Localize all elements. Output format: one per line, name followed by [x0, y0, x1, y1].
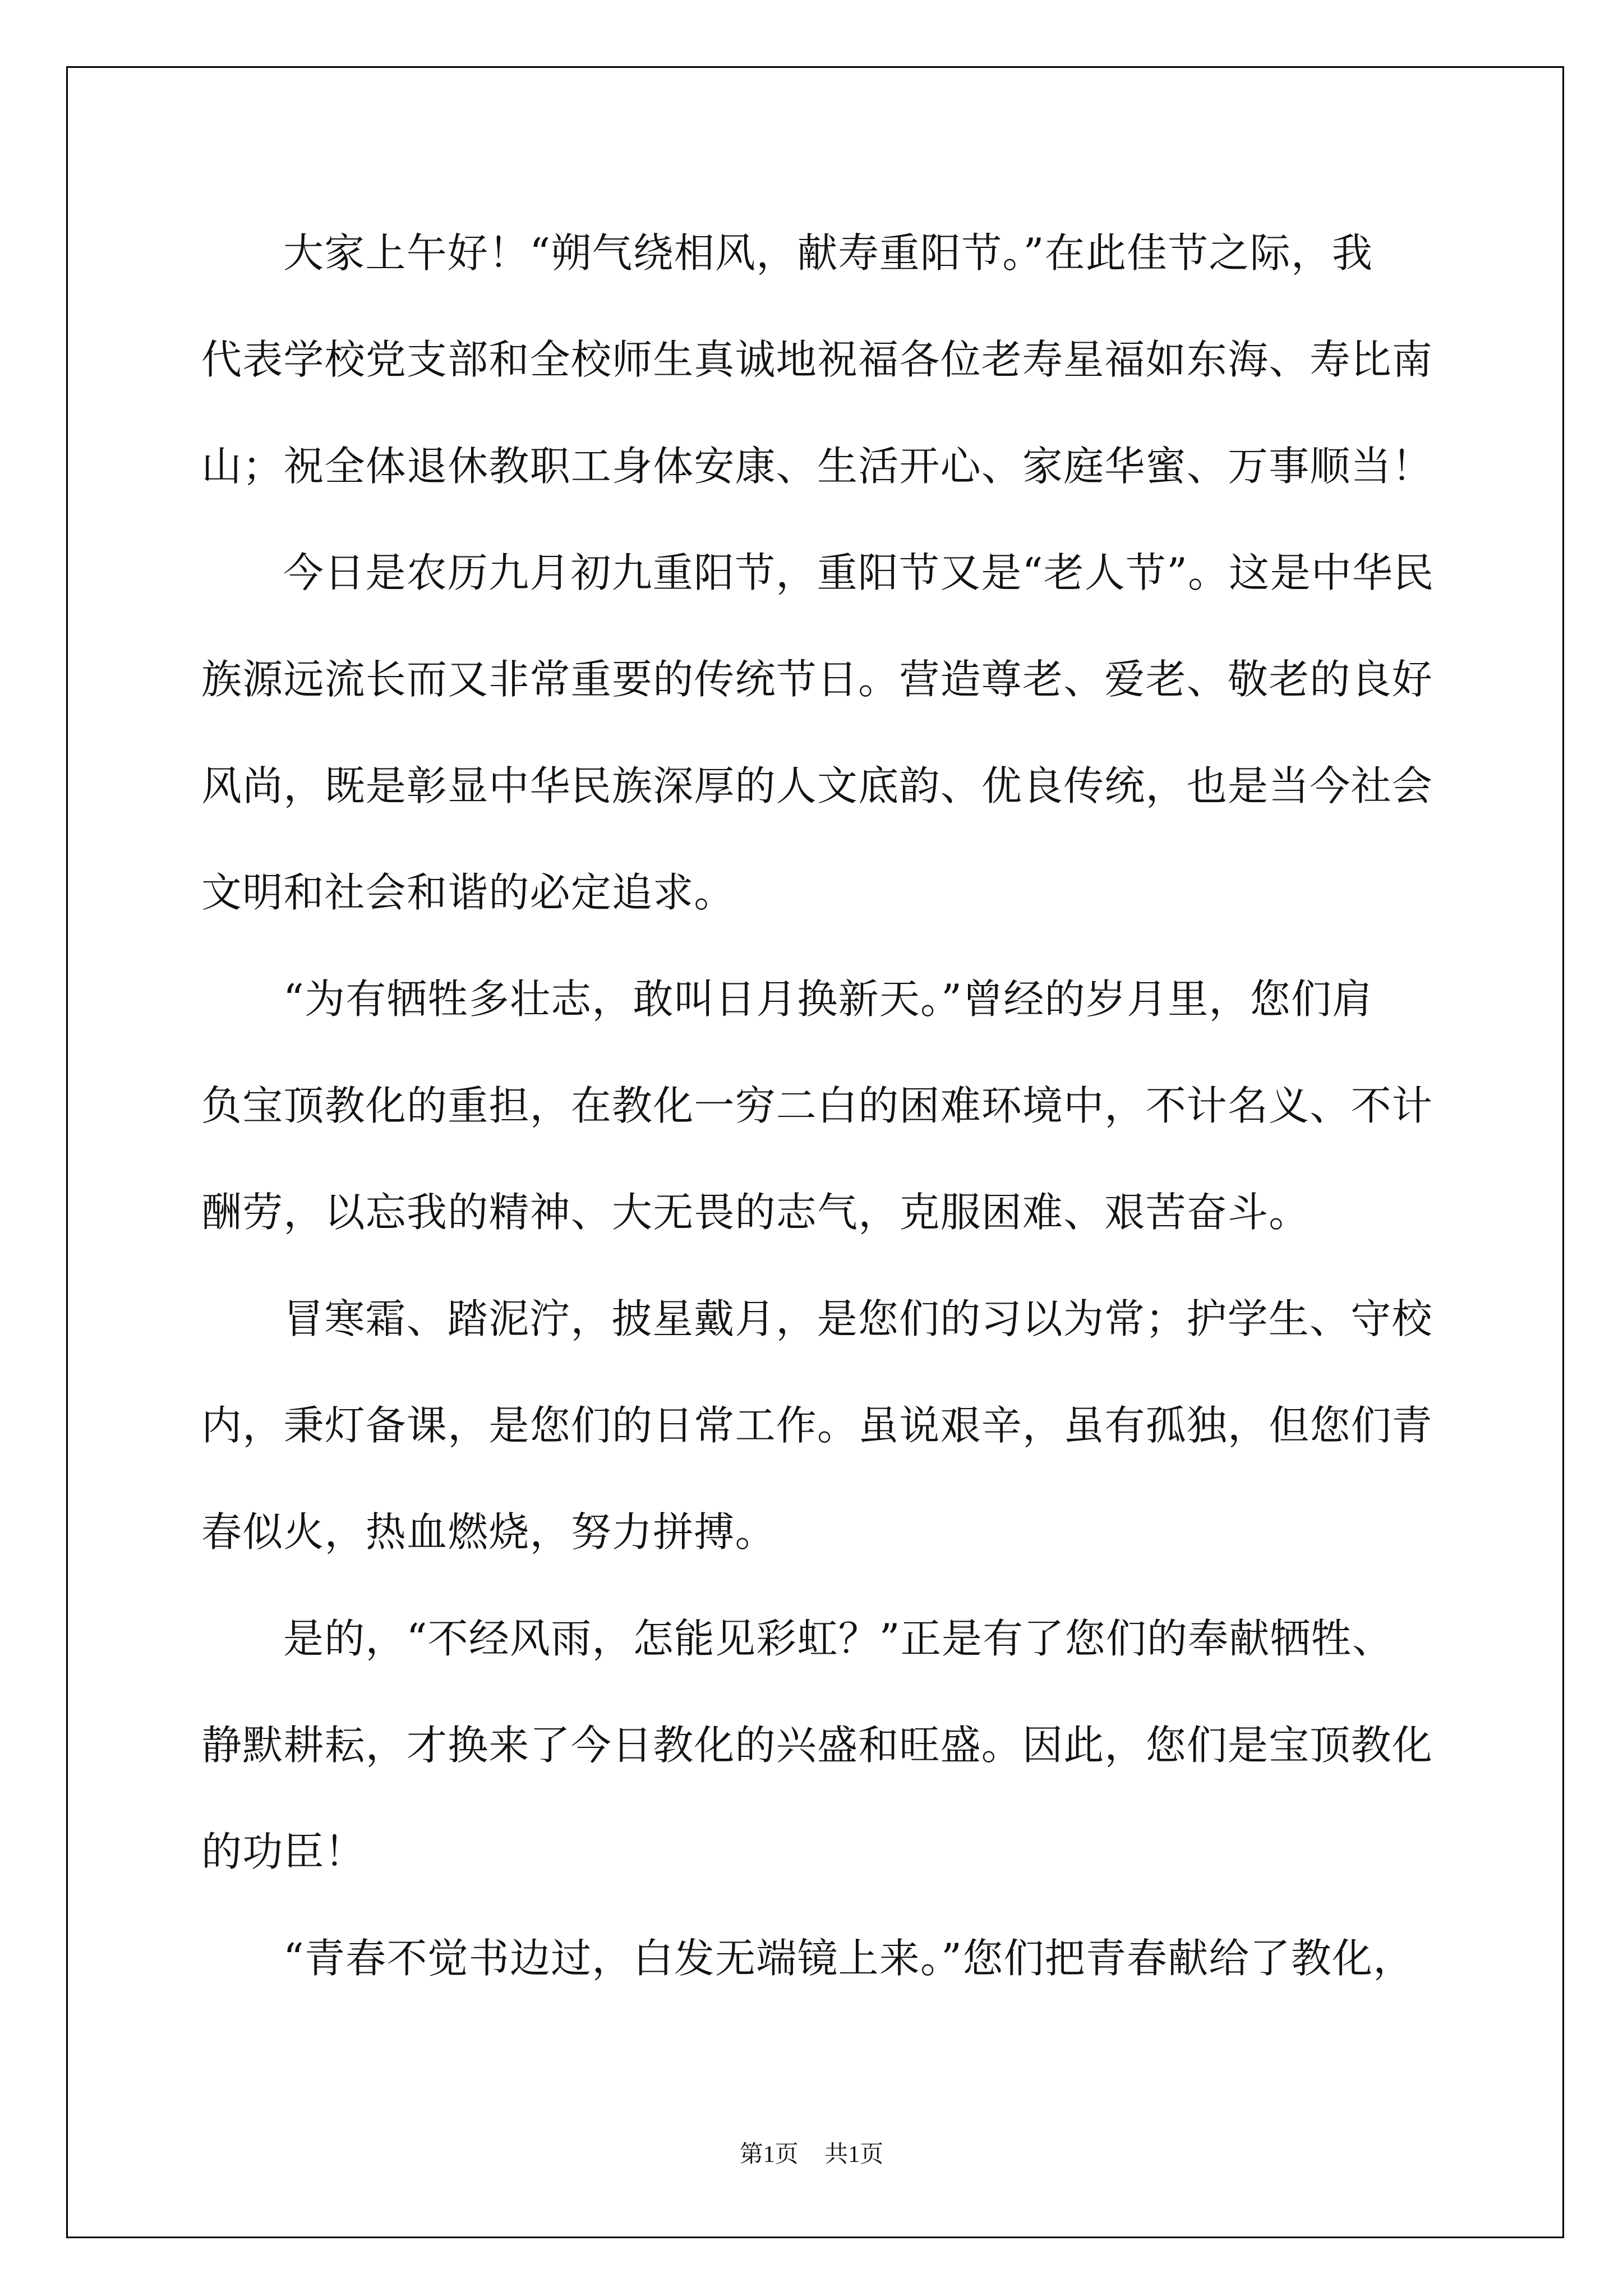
- paragraph-line: 静默耕耘，才换来了今日教化的兴盛和旺盛。因此，您们是宝顶教化: [201, 1722, 1433, 1769]
- paragraph-line: 大家上午好！“朔气绕相风，献寿重阳节。”在此佳节之际，我: [283, 229, 1373, 277]
- paragraph-line: 负宝顶教化的重担，在教化一穷二白的困难环境中，不计名义、不计: [201, 1082, 1433, 1129]
- paragraph-line: “青春不觉书边过，白发无端镜上来。”您们把青春献给了教化，: [283, 1935, 1414, 1982]
- current-page-label: 第1页: [739, 2142, 799, 2168]
- page-footer: [0, 2140, 1623, 2169]
- paragraph-line: “为有牺牲多壮志，敢叫日月换新天。”曾经的岁月里，您们肩: [283, 976, 1373, 1023]
- paragraph-line: 酬劳，以忘我的精神、大无畏的志气，克服困难、艰苦奋斗。: [201, 1189, 1310, 1236]
- document-body: [201, 200, 1452, 2012]
- paragraph-line: 是的，“不经风雨，怎能见彩虹？”正是有了您们的奉献牺牲、: [283, 1615, 1394, 1662]
- paragraph-line: 族源远流长而又非常重要的传统节日。营造尊老、爱老、敬老的良好: [201, 656, 1433, 703]
- total-pages-label: 共1页: [824, 2142, 884, 2168]
- paragraph-line: 今日是农历九月初九重阳节，重阳节又是“老人节”。这是中华民: [283, 549, 1435, 596]
- paragraph: [201, 1905, 1452, 2012]
- paragraph-line: 冒寒霜、踏泥泞，披星戴月，是您们的习以为常；护学生、守校: [283, 1295, 1433, 1342]
- paragraph-line: 春似火，热血燃烧，努力拼搏。: [201, 1508, 776, 1556]
- paragraph: [201, 519, 1452, 946]
- paragraph-line: 内，秉灯备课，是您们的日常工作。虽说艰辛，虽有孤独，但您们青: [201, 1402, 1433, 1449]
- paragraph-line: 风尚，既是彰显中华民族深厚的人文底韵、优良传统，也是当今社会: [201, 762, 1433, 809]
- paragraph-line: 代表学校党支部和全校师生真诚地祝福各位老寿星福如东海、寿比南: [201, 336, 1433, 383]
- paragraph: [201, 1266, 1452, 1585]
- paragraph-line: 文明和社会和谐的必定追求。: [201, 869, 735, 916]
- paragraph-line: 的功臣！: [201, 1828, 366, 1875]
- paragraph: [201, 1585, 1452, 1905]
- paragraph-line: 山；祝全体退休教职工身体安康、生活开心、家庭华蜜、万事顺当！: [201, 443, 1433, 490]
- paragraph: [201, 946, 1452, 1266]
- paragraph: [201, 200, 1452, 519]
